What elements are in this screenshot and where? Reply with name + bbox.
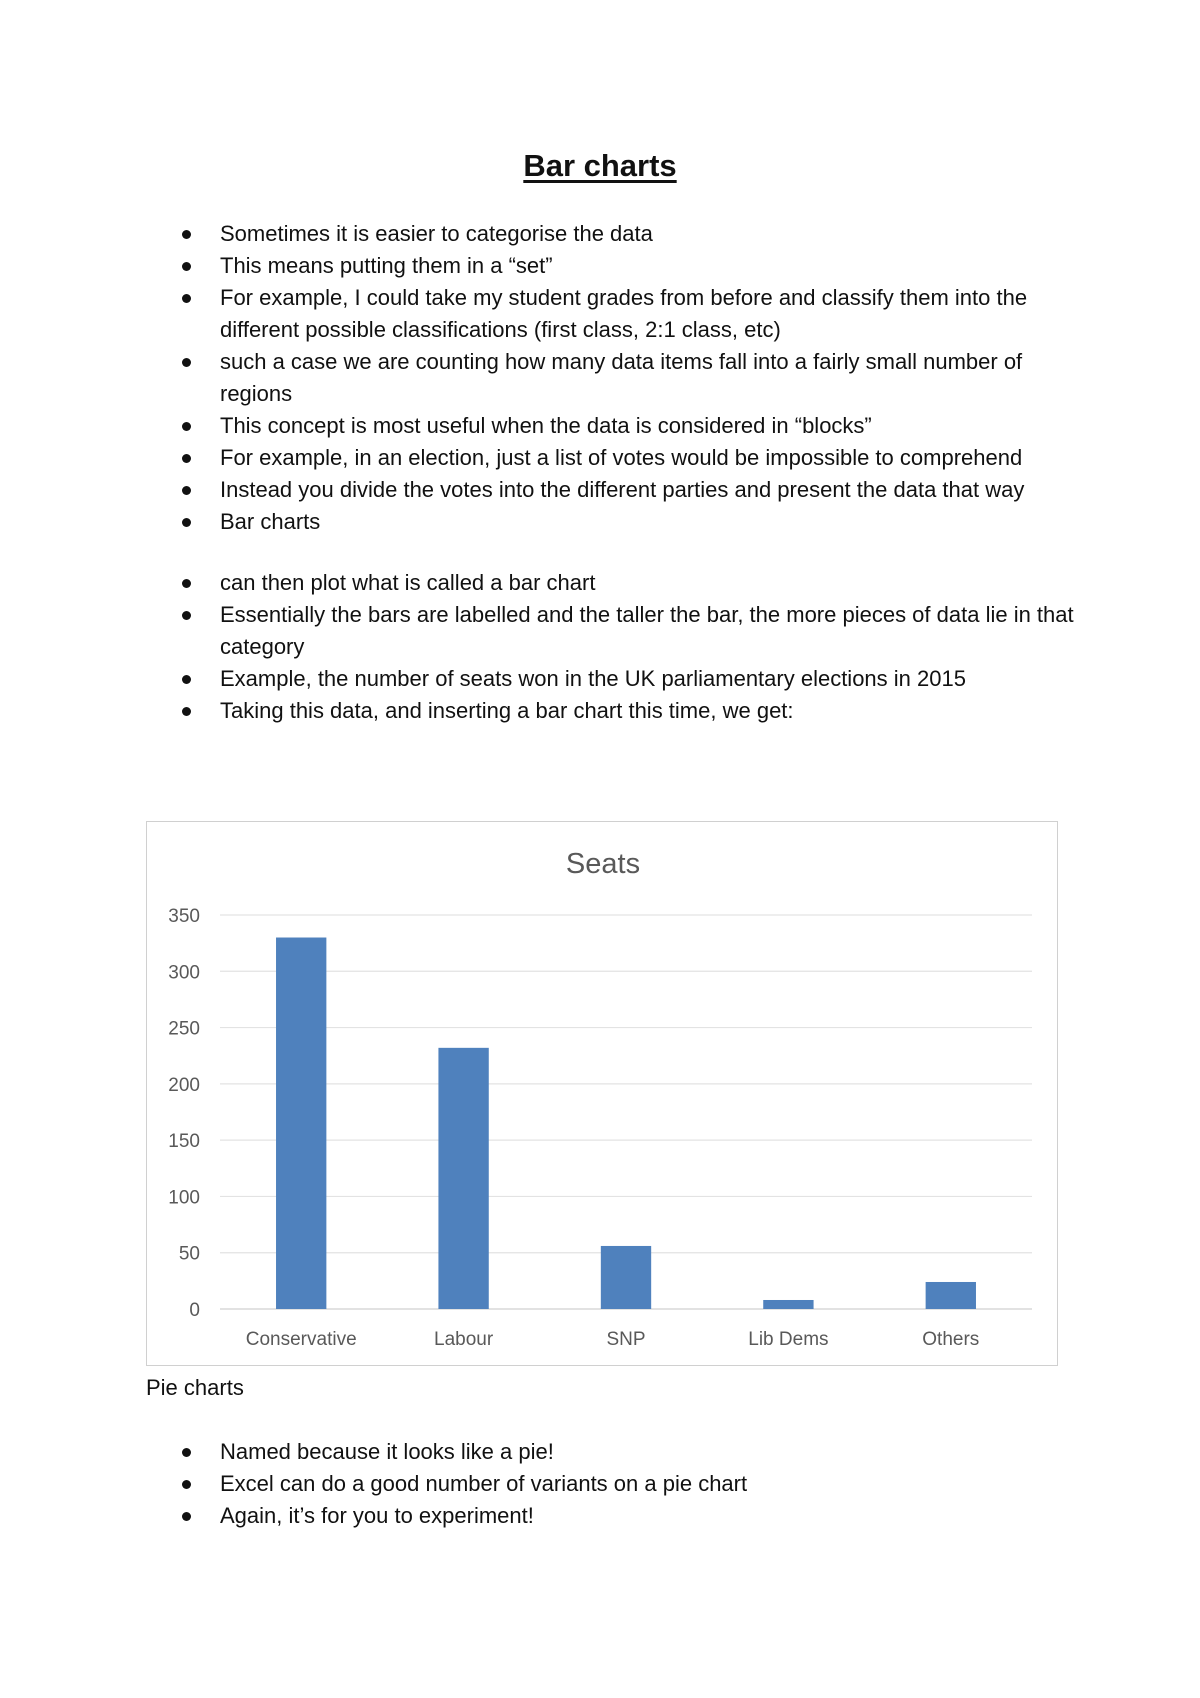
list-item: Essentially the bars are labelled and the taller the bar, the more pieces of data lie in that category (182, 599, 1082, 663)
chart-title: Seats (565, 848, 641, 880)
bullet-list-bottom (182, 1436, 1082, 1532)
list-item: For example, I could take my student grades from before and classify them into the different possible classifications (first class, 2:1 class, etc) (182, 282, 1082, 346)
list-item: Example, the number of seats won in the UK parliamentary elections in 2015 (182, 663, 1082, 695)
section-heading-pie-charts: Pie charts (146, 1375, 244, 1400)
page-title: Bar charts (523, 148, 677, 183)
bar-snp (601, 1246, 651, 1309)
list-item: For example, in an election, just a list of votes would be impossible to comprehend (182, 442, 1082, 474)
y-tick-label: 50 (178, 1243, 200, 1265)
x-tick-label: Lib Dems (748, 1329, 829, 1350)
y-axis-ticks (168, 906, 200, 1321)
list-item: This concept is most useful when the data is considered in “blocks” (182, 410, 1082, 442)
x-tick-label: SNP (606, 1329, 646, 1350)
list-item: Excel can do a good number of variants on a pie chart (182, 1468, 1082, 1500)
y-tick-label: 100 (168, 1187, 200, 1209)
list-item: Taking this data, and inserting a bar chart this time, we get: (182, 695, 1082, 727)
y-tick-label: 350 (168, 906, 200, 927)
bullet-list-top (182, 218, 1082, 727)
bar-others (926, 1282, 976, 1309)
x-tick-label: Conservative (245, 1329, 357, 1350)
list-item: Again, it’s for you to experiment! (182, 1500, 1082, 1532)
y-tick-label: 200 (168, 1074, 200, 1096)
bar-labour (438, 1048, 488, 1309)
list-item: Named because it looks like a pie! (182, 1436, 1082, 1468)
y-tick-label: 0 (189, 1300, 200, 1321)
bar-lib-dems (763, 1300, 813, 1309)
y-tick-label: 150 (168, 1131, 200, 1153)
list-item: Bar charts (182, 506, 1082, 538)
y-tick-label: 250 (168, 1018, 200, 1040)
list-item: such a case we are counting how many data items fall into a fairly small number of regions (182, 346, 1082, 410)
chart-svg (147, 822, 1059, 1367)
list-item: Sometimes it is easier to categorise the data (182, 218, 1082, 250)
x-tick-label: Others (922, 1329, 980, 1350)
list-item: This means putting them in a “set” (182, 250, 1082, 282)
y-tick-label: 300 (168, 962, 200, 984)
seats-bar-chart (146, 821, 1058, 1366)
x-axis-ticks (246, 1329, 980, 1350)
list-item: can then plot what is called a bar chart (182, 567, 1082, 599)
bar-conservative (276, 938, 326, 1309)
list-item: Instead you divide the votes into the different parties and present the data that way (182, 474, 1082, 506)
x-tick-label: Labour (434, 1329, 494, 1350)
